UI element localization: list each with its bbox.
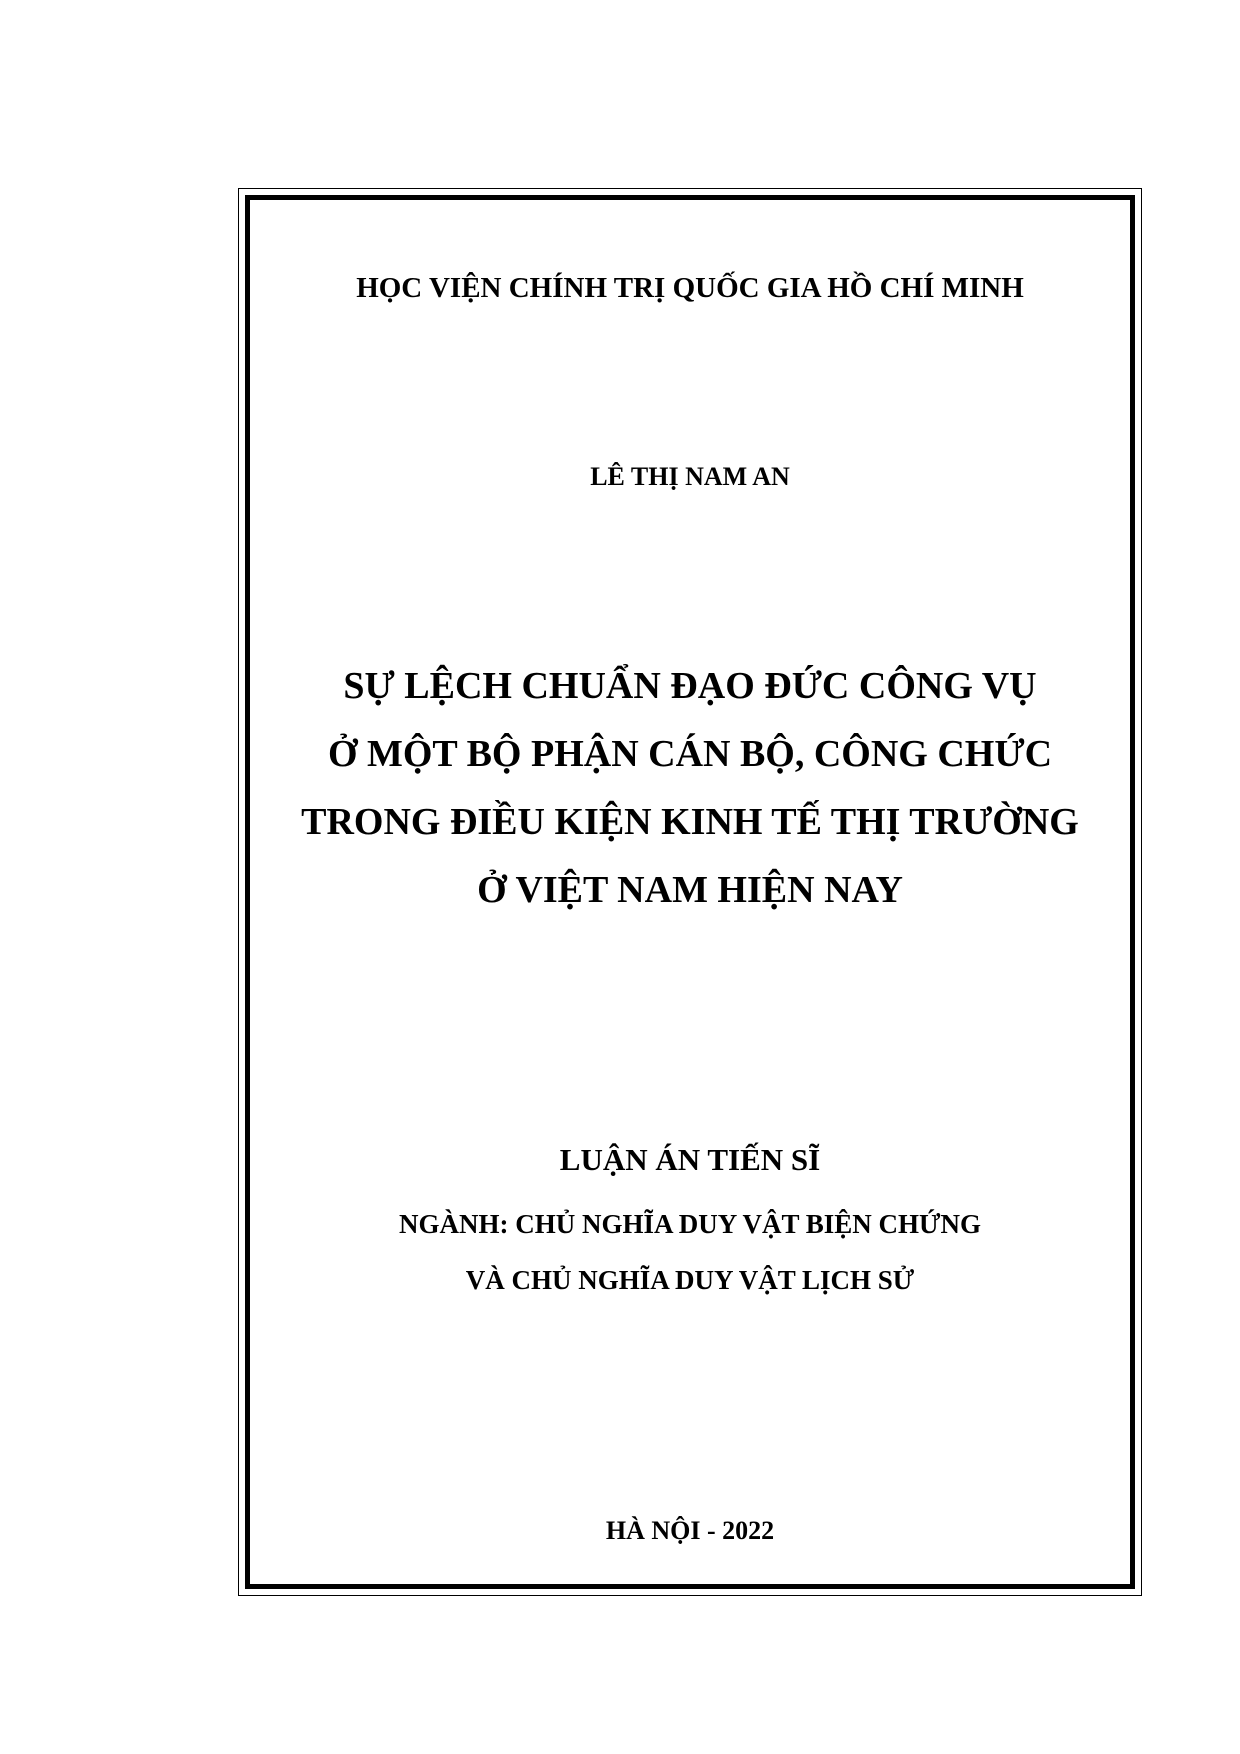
major-field [250,1196,1130,1308]
thesis-title-line-4: Ở VIỆT NAM HIỆN NAY [477,869,903,911]
cover-outer-border [238,188,1142,1596]
institution-name: HỌC VIỆN CHÍNH TRỊ QUỐC GIA HỒ CHÍ MINH [356,272,1024,304]
thesis-title-line-2: Ở MỘT BỘ PHẬN CÁN BỘ, CÔNG CHỨC [327,733,1053,775]
place-and-year: HÀ NỘI - 2022 [605,1516,775,1545]
thesis-title-line-3: TRONG ĐIỀU KIỆN KINH TẾ THỊ TRƯỜNG [301,801,1079,843]
author-name: LÊ THỊ NAM AN [590,462,790,491]
thesis-title [250,652,1130,924]
degree-type: LUẬN ÁN TIẾN SĨ [559,1142,821,1177]
major-field-line-1: NGÀNH: CHỦ NGHĨA DUY VẬT BIỆN CHỨNG [398,1209,982,1239]
cover-inner-border [245,195,1135,1589]
thesis-title-line-1: SỰ LỆCH CHUẨN ĐẠO ĐỨC CÔNG VỤ [343,665,1037,707]
major-field-line-2: VÀ CHỦ NGHĨA DUY VẬT LỊCH SỬ [465,1265,915,1295]
